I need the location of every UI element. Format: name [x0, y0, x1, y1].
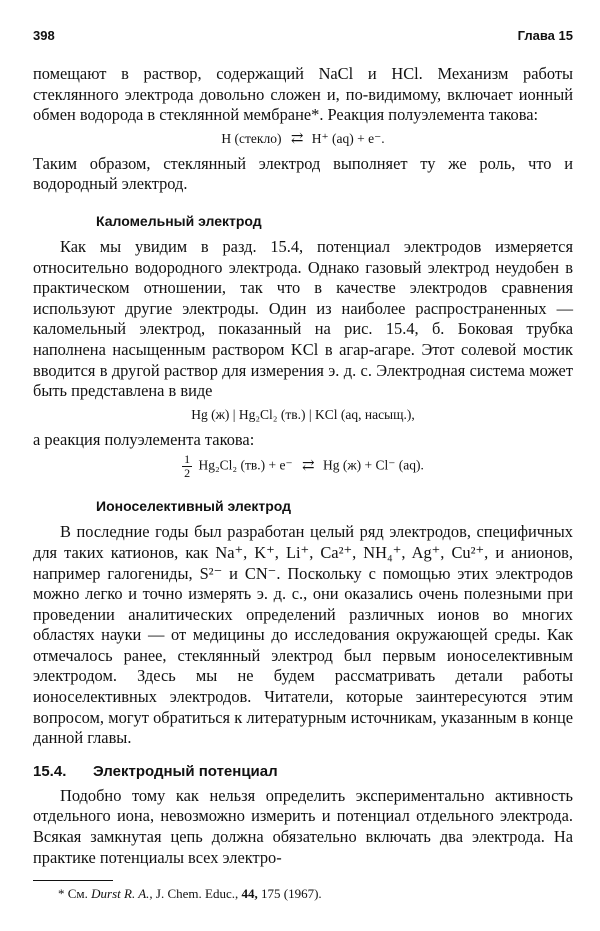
footnote-journal: J. Chem. Educ.,	[155, 886, 239, 902]
subheading-calomel: Каломельный электрод	[96, 212, 262, 229]
paragraph-glass-summary: Таким образом, стеклянный электрод выполняет ту же роль, что и водородный электрод.	[33, 153, 573, 194]
fraction-one-half	[182, 453, 192, 480]
equation-calomel-reaction	[33, 453, 573, 480]
fraction-denominator: 2	[184, 466, 191, 481]
footnote-divider	[33, 880, 113, 881]
page-number: 398	[33, 28, 55, 43]
footnote-mark: * См.	[58, 886, 88, 902]
eq3-right: Hg (ж) + Cl⁻ (aq).	[322, 457, 424, 473]
section-heading	[33, 763, 573, 780]
page-body	[33, 64, 573, 902]
equation-glass-electrode	[33, 129, 573, 149]
fraction-numerator: 1	[184, 452, 191, 467]
paragraph-half-reaction: а реакция полуэлемента такова:	[33, 429, 255, 449]
footnote-author: Durst R. A.,	[91, 886, 153, 902]
equilibrium-arrows-icon: ⇄	[290, 130, 303, 147]
eq1-right: H⁺ (aq) + e⁻.	[311, 130, 385, 146]
eq3-left: Hg₂Cl₂ (тв.) + e⁻	[198, 457, 293, 473]
paragraph-calomel: Как мы увидим в разд. 15.4, потенциал электродов измеряется относительно водородного электрода. Однако газовый электрод неудобен в практическом отношении, так что в качестве электродов сравнения используют другие электроды. Один из наиболее распространенных — каломельный электрод, показанный на рис. 15.4, б. Боковая трубка наполнена насыщенным раствором KCl в агар-агаре. Этот солевой мостик вводится в другой раствор для измерения э. д. с. Электродная система может быть представлена в виде	[33, 236, 573, 401]
footnote	[58, 886, 573, 902]
section-title: Электродный потенциал	[93, 762, 278, 780]
footnote-pages: 175 (1967).	[261, 886, 322, 902]
subheading-ion-selective: Ионоселективный электрод	[96, 498, 292, 515]
page-header	[33, 26, 573, 46]
equation-calomel-cell: Hg (ж) | Hg₂Cl₂ (тв.) | KCl (aq, насыщ.),	[191, 406, 415, 422]
section-number: 15.4.	[33, 762, 67, 780]
footnote-volume: 44,	[241, 886, 258, 902]
paragraph-ion-selective: В последние годы был разработан целый ряд электродов, специфичных для таких катионов, как Na⁺, K⁺, Li⁺, Ca²⁺, NH₄⁺, Ag⁺, Cu²⁺, и анионов, например галогениды, S²⁻ и CN⁻. Поскольку с помощью этих электродов можно легко и точно измерять э. д. с., они оказались очень полезными при проведении аналитических определений различных ионов во многих областях науки — от медицины до исследования окружающей среды. Как отмечалось ранее, стеклянный электрод был первым ионоселективным электродом. Здесь мы не будем рассматривать детали работы ионоселективных электродов. Читатели, которые заинтересуются этим вопросом, могут обратиться к литературным источникам, указанным в конце данной главы.	[33, 522, 573, 748]
equilibrium-arrows-icon: ⇄	[302, 457, 314, 474]
chapter-title: Глава 15	[517, 28, 573, 43]
eq1-left: H (стекло)	[221, 130, 282, 146]
paragraph-electrode-potential: Подобно тому как нельзя определить экспериментально активность отдельного иона, невозможно измерить и потенциал отдельного электрода. Всякая замкнутая цепь должна обязательно включать два электрода. На практике потенциалы всех электро-	[33, 785, 573, 867]
paragraph-glass-electrode: помещают в раствор, содержащий NaCl и HCl. Механизм работы стеклянного электрода довольно сложен и, по-видимому, включает ионный обмен водорода в стеклянной мембране*. Реакция полуэлемента такова:	[33, 64, 573, 125]
